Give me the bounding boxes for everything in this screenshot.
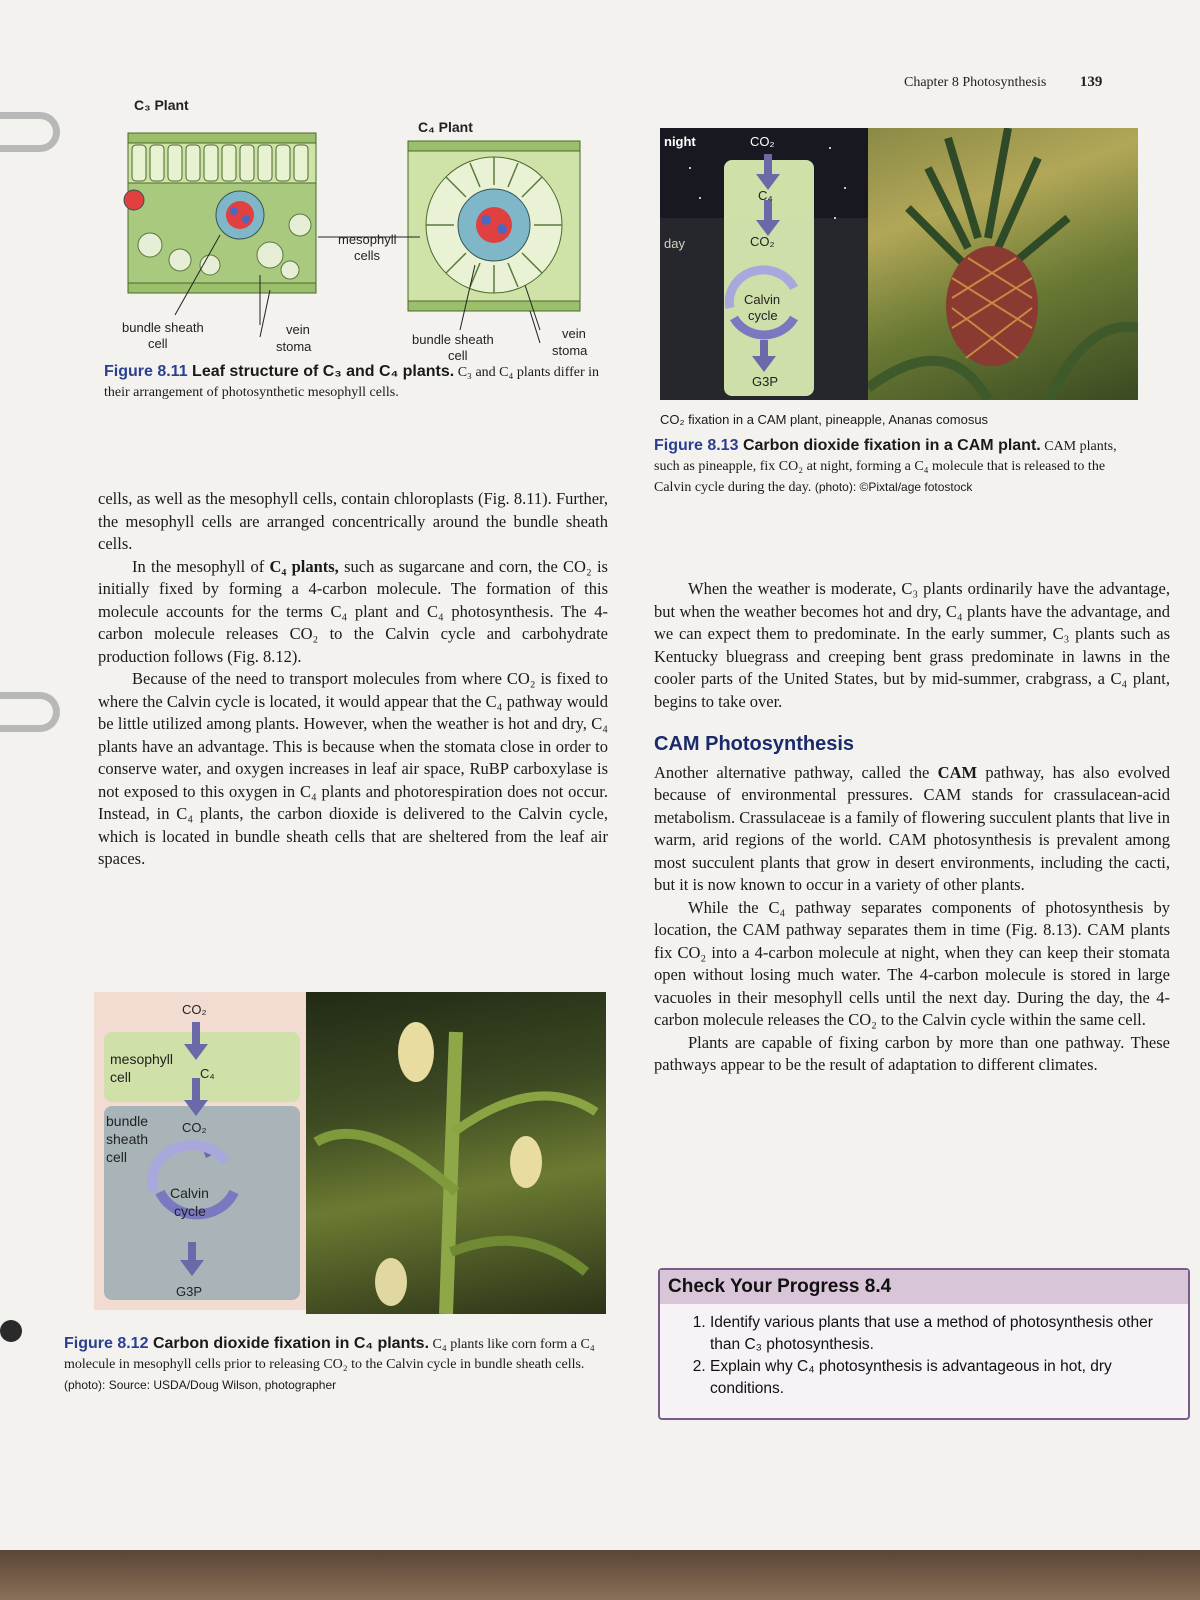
page-number: 139 [1079,74,1103,90]
fig812-cell-label: cell [110,1069,132,1085]
figure-8-11-label: Figure 8.11 [104,363,188,380]
right-paragraph-1: When the weather is moderate, C₃ plants ordinarily have the advantage, but when the weather becomes hot and dry, C₄ plants have the advantage, and we can expect them to predominate. In the early summer, C₃ plants such as Kentucky bluegrass and creeping bent grass predominate in lawns in the cooler parts of the United States, but by mid-summer, crabgrass, a C₄ plant, begins to take over. [654,579,1170,711]
progress-question-2: 2. Explain why C₄ photosynthesis is advantageous in hot, dry conditions. [710,1356,1178,1400]
chapter-title: Chapter 8 Photosynthesis [904,75,1047,90]
cam-term: CAM [937,762,978,782]
fig813-cycle-label: cycle [748,308,778,323]
c3-stoma-label: stoma [276,339,312,354]
left-paragraph-2-rest: such as sugarcane and corn, the CO₂ is initially fixed by forming a 4-carbon molecule. The formation of this molecule accounts for the terms C₄ plant and C₄ photosynthesis. The 4-carbon molecule releases CO₂ to the Calvin cycle and carbohydrate production follows (Fig. 8.12). [98,556,608,666]
left-paragraph-1: cells, as well as the mesophyll cells, contain chloroplasts (Fig. 8.11). Further, the mesophyll cells are arranged concentrically around the bundle sheath cells. [98,489,608,553]
figure-8-13-text: CAM plants, such as pineapple, fix CO₂ at night, forming a C₄ molecule that is released to the Calvin cycle during the day. [654,439,1117,495]
cam-section-heading: CAM Photosynthesis [654,733,855,755]
fig812-g3p-label: G3P [176,1284,203,1299]
fig813-co2-mid: CO₂ [750,234,775,249]
fig813-co2-top: CO₂ [750,134,775,149]
binder-ring-top [0,112,60,152]
figure-8-13-label: Figure 8.13 [654,437,739,454]
fig812-cycle-label: cycle [174,1203,206,1219]
fig813-g3p-label: G3P [752,374,779,389]
c3-leaf-section [124,133,316,337]
progress-questions [660,1304,1188,1400]
running-header [904,74,1102,91]
pineapple-photo [868,128,1138,400]
pineapple-illustration [868,128,1138,400]
fig812-cell2-label: cell [106,1149,128,1165]
figure-8-13-photo-caption: CO₂ fixation in a CAM plant, pineapple, Ananas comosus [660,412,989,427]
check-your-progress-box [658,1268,1190,1420]
corn-illustration [306,992,606,1314]
figure-8-11-text: C₃ and C₄ plants differ in their arrangement of photosynthetic mesophyll cells. [104,365,600,400]
left-column-body [98,488,608,871]
fig812-calvin-label: Calvin [170,1185,209,1201]
fig813-calvin-label: Calvin [744,292,781,307]
fig812-co2-top: CO₂ [182,1002,207,1017]
c4-plants-term: C₄ plants, [269,556,339,576]
background-surface [0,1550,1200,1600]
c4-leaf-section [408,141,580,343]
night-label: night [664,134,696,149]
c4-cell-label: cell [448,348,468,363]
figure-8-12-caption [64,1334,612,1396]
c4-bundle-sheath-label: bundle sheath [412,332,494,347]
figure-8-12-text: C₄ plants like corn form a C₄ molecule in mesophyll cells prior to releasing CO₂ to the Calvin cycle in bundle sheath cells. [64,1337,595,1372]
right-paragraph-3: While the C₄ pathway separates components of photosynthesis by location, the CAM pathway separates them in time (Fig. 8.13). CAM plants fix CO₂ into a 4-carbon molecule at night, when they can keep their stomata open without losing much water. The 4-carbon molecule is stored in large vacuoles in their mesophyll cells until the next day. During the day, the 4-carbon molecule releases the CO₂ to the Calvin cycle within the same cell. [654,897,1170,1029]
c4-plant-title: C₄ Plant [418,119,473,135]
fig812-co2-mid: CO₂ [182,1120,207,1135]
cam-pathway-arrows [660,128,868,400]
binder-hole-bottom [0,1320,22,1342]
right-paragraph-2 [654,762,1170,897]
fig812-bundle-label: bundle [106,1113,149,1129]
c3-plant-title: C₃ Plant [134,97,189,113]
cells-label: cells [354,248,381,263]
c3-cell-label: cell [148,336,168,351]
right-paragraph-4: Plants are capable of fixing carbon by more than one pathway. These pathways appear to be the result of adaptation to different climates. [654,1032,1170,1074]
c4-vein-label: vein [562,326,586,341]
left-paragraph-2 [98,556,608,669]
figure-8-12-label: Figure 8.12 [64,1335,149,1352]
right-paragraph-2-rest: pathway, has also evolved because of environmental pressures. CAM stands for crassulacean-acid metabolism. Crassulaceae is a family of flowering succulent plants that live in warm, arid regions of the world. CAM photosynthesis is prevalent among most succulent plants that grow in desert environments, including the cacti, but it is now known to occur in a variety of other plants. [654,762,1170,894]
figure-8-12-title: Carbon dioxide fixation in C₄ plants. [152,1335,430,1352]
progress-title: Check Your Progress 8.4 [660,1270,1188,1304]
c4-stoma-label: stoma [552,343,588,358]
figure-8-12-credit: (photo): Source: USDA/Doug Wilson, photographer [64,1378,337,1392]
day-label: day [664,236,685,251]
fig813-c4-label: C₄ [758,188,773,203]
figure-8-11-title: Leaf structure of C₃ and C₄ plants. [192,363,455,380]
right-column-body [654,578,1170,1077]
figure-8-13-caption [654,436,1134,498]
left-paragraph-3: Because of the need to transport molecules from where CO₂ is fixed to where the Calvin cycle is located, it would appear that the C₄ pathway would be little utilized among plants. However, when the weather is hot and dry, C₄ plants have an advantage. This is because when the stomata close in order to conserve water, and oxygen increases in leaf air space, RuBP carboxylase is not exposed to this oxygen in C₄ plants and photorespiration does not occur. Instead, in C₄ plants, the carbon dioxide is delivered to the Calvin cycle, which is located in bundle sheath cells that are sheltered from the leaf air spaces. [98,669,608,868]
figure-8-13-title: Carbon dioxide fixation in a CAM plant. [742,437,1041,454]
binder-ring-middle [0,692,60,732]
left-paragraph-2-lead: In the mesophyll of [132,556,270,576]
corn-plant-photo [306,992,606,1314]
mesophyll-label: mesophyll [338,232,397,247]
progress-question-1: 1. Identify various plants that use a method of photosynthesis other than C₃ photosynthesis. [710,1312,1178,1356]
right-paragraph-2-lead: Another alternative pathway, called the [654,762,938,782]
c3-vein-label: vein [286,322,310,337]
figure-8-11-caption [104,362,604,403]
fig812-c4-label: C₄ [200,1066,215,1081]
fig812-mesophyll-label: mesophyll [110,1051,174,1067]
c3-bundle-sheath-label: bundle sheath [122,320,204,335]
fig812-sheath-label: sheath [106,1131,149,1147]
figure-8-13-credit: (photo): ©Pixtal/age fotostock [814,480,973,494]
